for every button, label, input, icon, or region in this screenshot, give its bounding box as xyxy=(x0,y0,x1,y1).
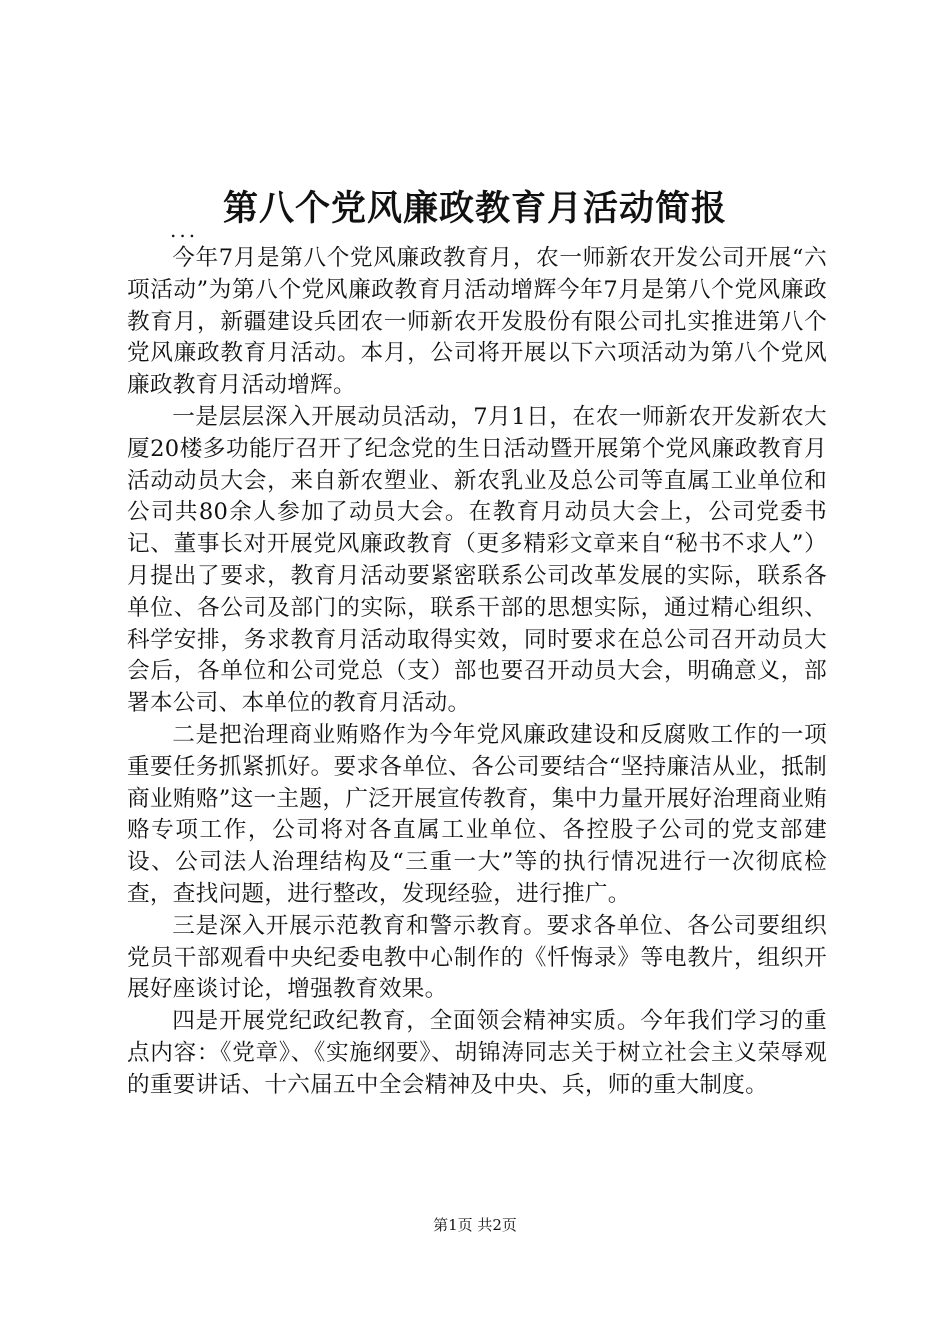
paragraph-item-2: 二是把治理商业贿赂作为今年党风廉政建设和反腐败工作的一项重要任务抓紧抓好。要求各单位、各公司要结合“坚持廉洁从业，抵制商业贿赂”这一主题，广泛开展宣传教育，集中力量开展好治理商业贿赂专项工作，公司将对各直属工业单位、各控股子公司的党支部建设、公司法人治理结构及“三重一大”等的执行情况进行一次彻底检查，查找问题，进行整改，发现经验，进行推广。 xyxy=(127,721,827,907)
page-footer: 第1页 共2页 xyxy=(433,1216,517,1234)
document-body xyxy=(127,243,827,1102)
paragraph-item-1: 一是层层深入开展动员活动，7月1日，在农一师新农开发新农大厦20楼多功能厅召开了纪念党的生日活动暨开展第个党风廉政教育月活动动员大会，来自新农塑业、新农乳业及总公司等直属工业单位和公司共80余人参加了动员大会。在教育月动员大会上，公司党委书记、董事长对开展党风廉政教育（更多精彩文章来自“秘书不求人”）月提出了要求，教育月活动要紧密联系公司改革发展的实际，联系各单位、各公司及部门的实际，联系干部的思想实际，通过精心组织、科学安排，务求教育月活动取得实效，同时要求在总公司召开动员大会后，各单位和公司党总（支）部也要召开动员大会，明确意义，部署本公司、本单位的教育月活动。 xyxy=(127,403,827,717)
document-title: 第八个党风廉政教育月活动简报 xyxy=(222,188,727,229)
paragraph-intro: 今年7月是第八个党风廉政教育月，农一师新农开发公司开展“六项活动”为第八个党风廉政教育月活动增辉今年7月是第八个党风廉政教育月，新疆建设兵团农一师新农开发股份有限公司扎实推进第八个党风廉政教育月活动。本月，公司将开展以下六项活动为第八个党风廉政教育月活动增辉。 xyxy=(127,245,827,399)
paragraph-item-3: 三是深入开展示范教育和警示教育。要求各单位、各公司要组织党员干部观看中央纪委电教中心制作的《忏悔录》等电教片，组织开展好座谈讨论，增强教育效果。 xyxy=(127,912,827,1003)
ellipsis-marker: ... xyxy=(170,218,199,242)
paragraph-item-4: 四是开展党纪政纪教育，全面领会精神实质。今年我们学习的重点内容：《党章》、《实施纲要》、胡锦涛同志关于树立社会主义荣辱观的重要讲话、十六届五中全会精神及中央、兵，师的重大制度。 xyxy=(127,1008,827,1098)
